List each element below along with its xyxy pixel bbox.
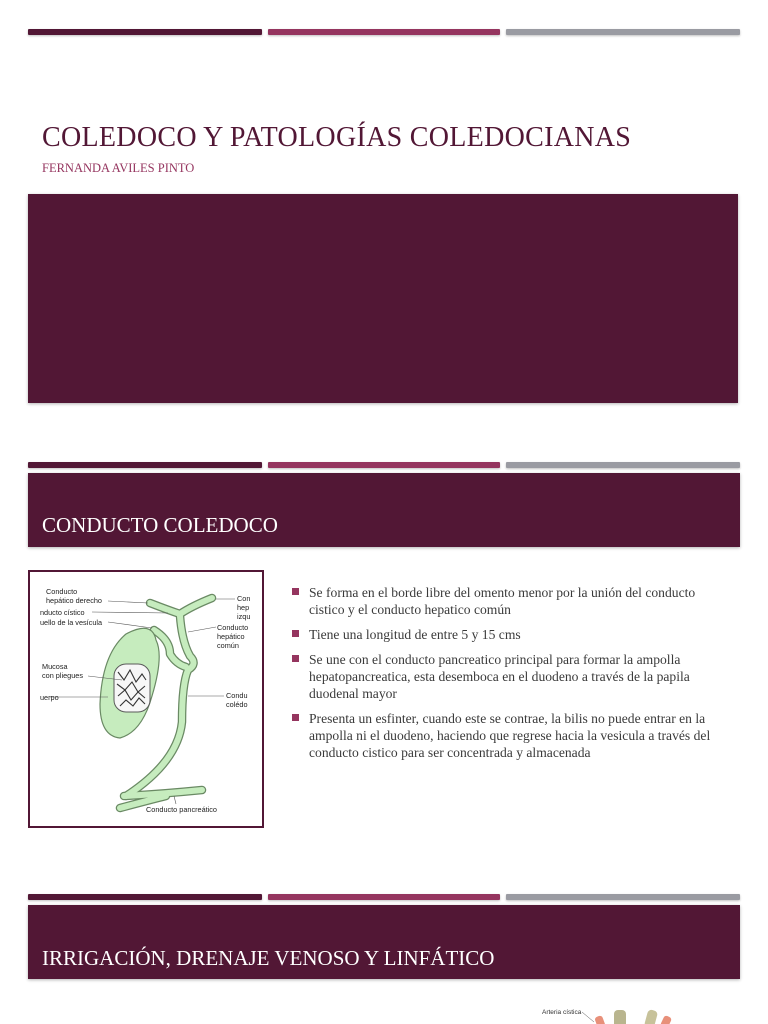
arteries-diagram-thumbnail xyxy=(508,988,740,1024)
gallbladder-diagram xyxy=(28,570,264,828)
svg-text:uerpo: uerpo xyxy=(40,693,59,702)
bullet-square-icon xyxy=(292,655,299,662)
svg-text:hep: hep xyxy=(237,603,250,612)
svg-text:hepático derecho: hepático derecho xyxy=(46,596,102,605)
slide-title: COLEDOCO Y PATOLOGÍAS COLEDOCIANAS xyxy=(42,122,632,153)
accent-bar-gray xyxy=(506,462,740,468)
svg-text:Condu: Condu xyxy=(226,691,248,700)
svg-text:hepático: hepático xyxy=(217,632,245,641)
svg-text:izqu: izqu xyxy=(237,612,251,621)
bullet-square-icon xyxy=(292,630,299,637)
accent-bar-gray xyxy=(506,29,740,35)
svg-text:con pliegues: con pliegues xyxy=(42,671,83,680)
list-item: Se forma en el borde libre del omento menor por la unión del conducto cistico y el conducto hepatico común xyxy=(292,584,732,618)
accent-bar-dark xyxy=(28,462,262,468)
section-title: CONDUCTO COLEDOCO xyxy=(42,513,278,537)
accent-bar-dark xyxy=(28,894,262,900)
slide-author: FERNANDA AVILES PINTO xyxy=(42,161,195,175)
bullet-square-icon xyxy=(292,714,299,721)
svg-text:Conducto: Conducto xyxy=(46,587,78,596)
svg-text:nducto cístico: nducto cístico xyxy=(40,608,85,617)
svg-text:Arteria cística: Arteria cística xyxy=(542,1009,582,1016)
svg-text:Conducto pancreático: Conducto pancreático xyxy=(146,805,217,814)
svg-text:uello de la vesícula: uello de la vesícula xyxy=(40,618,103,627)
section-header-conducto xyxy=(28,473,740,547)
svg-text:Con: Con xyxy=(237,594,251,603)
accent-bar-dark xyxy=(28,29,262,35)
svg-text:Mucosa: Mucosa xyxy=(42,662,68,671)
accent-bar-magenta xyxy=(268,29,500,35)
list-item: Presenta un esfinter, cuando este se contrae, la bilis no puede entrar en la ampolla ni el duodeno, haciendo que regrese hacia la vesicula a través del conducto cistico para ser concentrada y almacenada xyxy=(292,710,732,761)
svg-text:colédo: colédo xyxy=(226,700,248,709)
section-header-irrigacion xyxy=(28,905,740,979)
accent-bar-gray xyxy=(506,894,740,900)
accent-bar-magenta xyxy=(268,894,500,900)
bullet-list xyxy=(292,584,732,769)
section-title: IRRIGACIÓN, DRENAJE VENOSO Y LINFÁTICO xyxy=(42,946,495,970)
bullet-square-icon xyxy=(292,588,299,595)
hero-banner xyxy=(28,194,738,403)
list-item: Tiene una longitud de entre 5 y 15 cms xyxy=(292,626,732,643)
list-item: Se une con el conducto pancreatico principal para formar la ampolla hepatopancreatica, esta desemboca en el duodeno a través de la papila duodenal mayor xyxy=(292,651,732,702)
svg-text:común: común xyxy=(217,641,239,650)
svg-text:Conducto: Conducto xyxy=(217,623,249,632)
accent-bar-magenta xyxy=(268,462,500,468)
